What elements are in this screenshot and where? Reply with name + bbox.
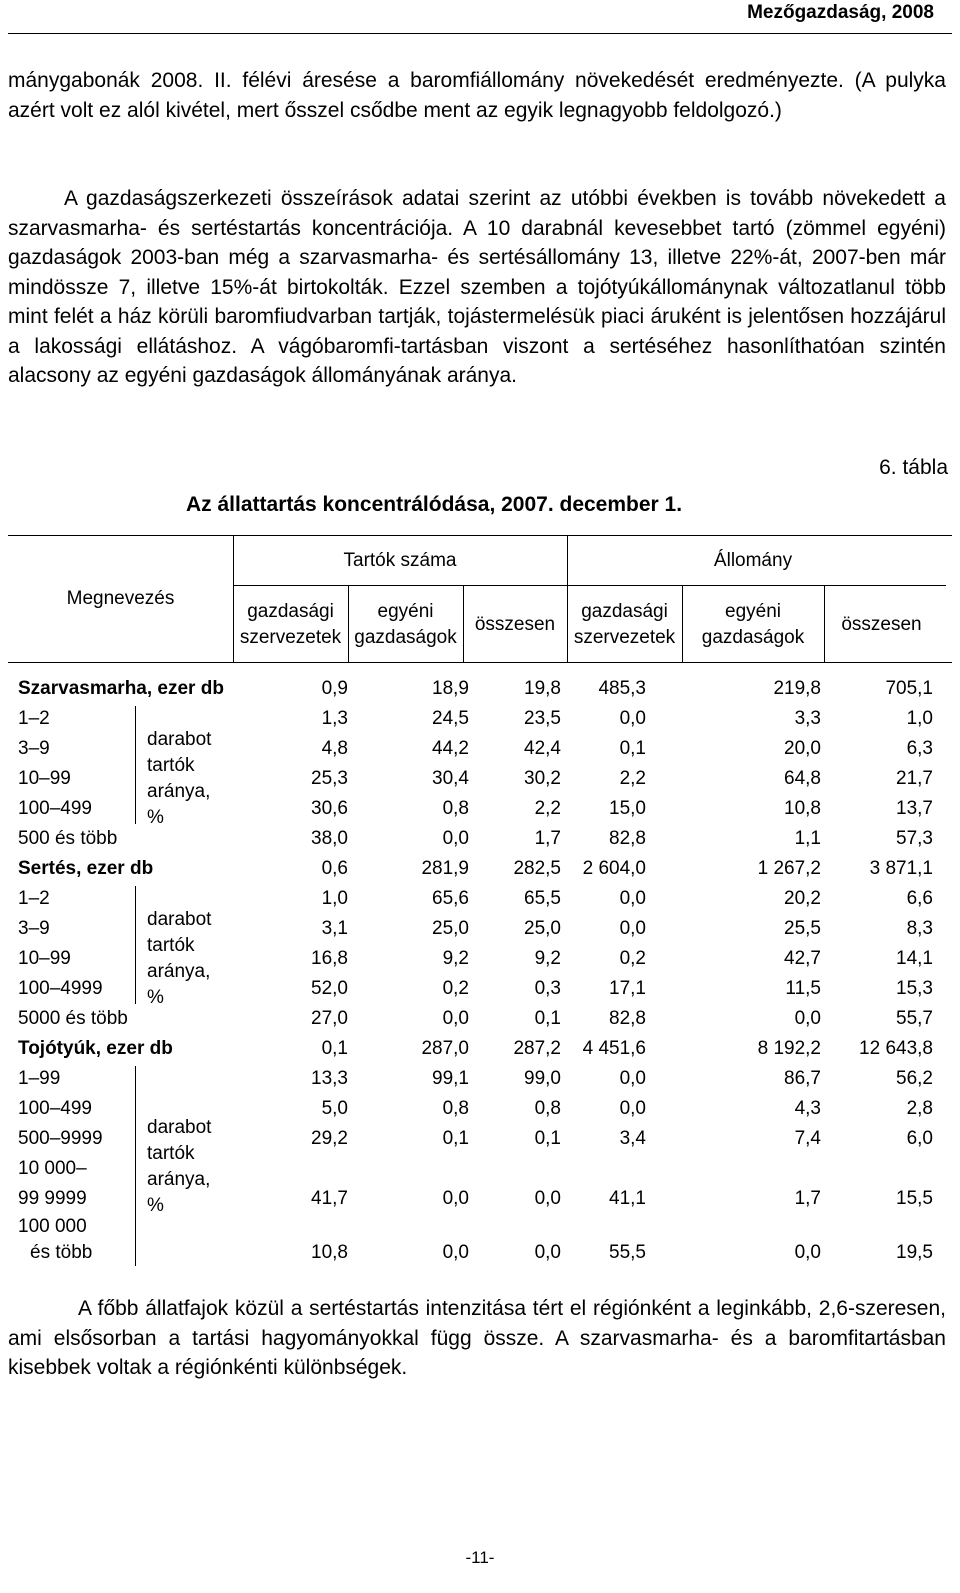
cell: 282,5 [513, 858, 561, 879]
table-row [8, 1068, 946, 1096]
cell: 0,3 [534, 978, 561, 999]
cell: 41,7 [311, 1188, 348, 1209]
cell: 42,4 [524, 738, 561, 759]
cell: 13,3 [311, 1068, 348, 1089]
unit-bracket [135, 1066, 136, 1266]
cell: 0,1 [321, 1038, 348, 1059]
header-line: gazdasági [247, 601, 334, 622]
cell: 4,8 [321, 738, 348, 759]
cell: 0,0 [619, 1098, 646, 1119]
row-label: 1–2 [18, 708, 50, 729]
cell: 0,0 [442, 1008, 469, 1029]
cell: 55,5 [609, 1242, 646, 1263]
cell: 65,6 [432, 888, 469, 909]
cell: 30,2 [524, 768, 561, 789]
cell: 86,7 [784, 1068, 821, 1089]
cell: 281,9 [421, 858, 469, 879]
table-group-rule [233, 585, 946, 586]
cell: 30,6 [311, 798, 348, 819]
intro-paragraph-2 [8, 184, 946, 391]
cell: 0,8 [534, 1098, 561, 1119]
cell: 2 604,0 [582, 858, 646, 879]
cell: 0,1 [534, 1128, 561, 1149]
cell: 2,2 [534, 798, 561, 819]
cell: 12 643,8 [859, 1038, 933, 1059]
cell: 1,7 [534, 828, 561, 849]
cell: 0,0 [619, 708, 646, 729]
unit-bracket [135, 886, 136, 1004]
unit-line: % [147, 807, 164, 828]
header-line: gazdaságok [701, 627, 805, 648]
header-osszesen-2: összesen [841, 614, 922, 635]
cell: 56,2 [896, 1068, 933, 1089]
cell: 1,0 [321, 888, 348, 909]
outro-paragraph-text: A főbb állatfajok közül a sertéstartás intenzitása tért el régiónként a leginkább, 2,6-szeresen, ami elsősorban a tartási hagyományokkal függ össze. A szarvasmarha- és a baromfitartásban kisebbek voltak a régiónkénti különbségek. [8, 1297, 946, 1379]
header-line: gazdaságok [354, 627, 457, 648]
cell: 2,8 [906, 1098, 933, 1119]
cell: 0,0 [794, 1242, 821, 1263]
cell: 6,3 [906, 738, 933, 759]
row-label: 100–499 [18, 1098, 92, 1119]
row-label: Szarvasmarha, ezer db [18, 678, 224, 699]
cell: 24,5 [432, 708, 469, 729]
cell: 99,1 [432, 1068, 469, 1089]
row-label: 10 000– [18, 1158, 87, 1179]
header-line: gazdasági [581, 601, 668, 622]
outro-paragraph [8, 1294, 946, 1383]
table-number: 6. tábla [879, 456, 948, 479]
cell: 0,8 [442, 1098, 469, 1119]
row-label: Tojótyúk, ezer db [18, 1038, 173, 1059]
cell: 15,0 [609, 798, 646, 819]
cell: 0,0 [442, 1242, 469, 1263]
intro-paragraph-1: mánygabonák 2008. II. félévi áresése a baromfiállomány növekedését eredményezte. (A pulyka azért volt ez alól kivétel, mert ősszel csődbe ment az egyik legnagyobb feldolgozó.) [8, 69, 946, 122]
cell: 10,8 [311, 1242, 348, 1263]
row-label: 100 000 [18, 1216, 87, 1237]
header-rule [8, 33, 952, 34]
header-allomany: Állomány [713, 550, 793, 571]
unit-line: tartók [147, 755, 195, 776]
unit-line: tartók [147, 1143, 195, 1164]
cell: 1 267,2 [757, 858, 821, 879]
cell: 21,7 [896, 768, 933, 789]
header-line: egyéni [377, 601, 434, 622]
cell: 99,0 [524, 1068, 561, 1089]
unit-line: aránya, [147, 961, 211, 982]
unit-line: aránya, [147, 781, 211, 802]
cell: 5,0 [321, 1098, 348, 1119]
running-title: Mezőgazdaság, 2008 [747, 2, 934, 23]
page-number: -11- [465, 1548, 495, 1567]
cell: 55,7 [896, 1008, 933, 1029]
table-section-title [8, 1038, 946, 1066]
table-section-title [8, 678, 946, 706]
cell: 0,0 [794, 1008, 821, 1029]
cell: 25,0 [432, 918, 469, 939]
row-label: 3–9 [18, 918, 50, 939]
cell: 287,2 [513, 1038, 561, 1059]
unit-line: tartók [147, 935, 195, 956]
cell: 19,8 [524, 678, 561, 699]
cell: 0,1 [534, 1008, 561, 1029]
cell: 0,0 [442, 1188, 469, 1209]
cell: 25,5 [784, 918, 821, 939]
row-label: 5000 és több [18, 1008, 128, 1029]
cell: 44,2 [432, 738, 469, 759]
cell: 65,5 [524, 888, 561, 909]
header-line: egyéni [725, 601, 781, 622]
cell: 19,5 [896, 1242, 933, 1263]
cell: 14,1 [896, 948, 933, 969]
row-label: 1–99 [18, 1068, 61, 1089]
cell: 82,8 [609, 828, 646, 849]
cell: 29,2 [311, 1128, 348, 1149]
cell: 705,1 [885, 678, 933, 699]
unit-label [147, 1115, 211, 1219]
cell: 0,6 [321, 858, 348, 879]
cell: 16,8 [311, 948, 348, 969]
cell: 3,4 [619, 1128, 646, 1149]
cell: 0,8 [442, 798, 469, 819]
cell: 27,0 [311, 1008, 348, 1029]
cell: 25,0 [524, 918, 561, 939]
unit-line: % [147, 1195, 164, 1216]
header-egyeni-gazdasagok-2 [682, 599, 824, 651]
cell: 485,3 [598, 678, 646, 699]
cell: 1,1 [794, 828, 821, 849]
cell: 15,5 [896, 1188, 933, 1209]
unit-line: darabot [147, 729, 212, 750]
header-osszesen-1: összesen [474, 614, 556, 635]
cell: 3,1 [321, 918, 348, 939]
row-label: 1–2 [18, 888, 50, 909]
cell: 11,5 [785, 978, 821, 999]
row-label: 500–9999 [18, 1128, 103, 1149]
row-label: 10–99 [18, 948, 71, 969]
row-label: 100–499 [18, 798, 92, 819]
cell: 3 871,1 [869, 858, 933, 879]
unit-line: darabot [147, 909, 212, 930]
cell: 9,2 [534, 948, 561, 969]
cell: 0,2 [619, 948, 646, 969]
cell: 15,3 [896, 978, 933, 999]
header-egyeni-gazdasagok-1 [348, 599, 463, 651]
unit-line: aránya, [147, 1169, 211, 1190]
cell: 25,3 [311, 768, 348, 789]
row-label: 10–99 [18, 768, 71, 789]
table-title: Az állattartás koncentrálódása, 2007. december 1. [186, 493, 683, 516]
table-top-rule [8, 535, 952, 536]
cell: 42,7 [784, 948, 821, 969]
unit-bracket [135, 706, 136, 824]
cell: 0,0 [619, 1068, 646, 1089]
cell: 0,0 [534, 1242, 561, 1263]
cell: 9,2 [442, 948, 469, 969]
cell: 2,2 [619, 768, 646, 789]
cell: 0,0 [619, 888, 646, 909]
cell: 30,4 [432, 768, 469, 789]
header-line: szervezetek [573, 627, 676, 648]
row-label-cont: és több [30, 1242, 93, 1263]
cell: 18,9 [432, 678, 469, 699]
cell: 1,3 [321, 708, 348, 729]
cell: 20,2 [784, 888, 821, 909]
header-line: szervezetek [239, 627, 342, 648]
unit-label [147, 727, 211, 831]
table-row [8, 828, 946, 856]
cell: 0,0 [534, 1188, 561, 1209]
cell: 41,1 [609, 1188, 646, 1209]
row-label: 3–9 [18, 738, 50, 759]
cell: 0,2 [442, 978, 469, 999]
unit-label [147, 907, 211, 1011]
unit-line: darabot [147, 1117, 212, 1138]
cell: 20,0 [784, 738, 821, 759]
cell: 8,3 [906, 918, 933, 939]
unit-line: % [147, 987, 164, 1008]
cell: 6,0 [906, 1128, 933, 1149]
cell: 23,5 [524, 708, 561, 729]
cell: 6,6 [906, 888, 933, 909]
cell: 4,3 [794, 1098, 821, 1119]
cell: 64,8 [784, 768, 821, 789]
cell: 7,4 [794, 1128, 821, 1149]
table-row [8, 1216, 946, 1272]
cell: 1,0 [906, 708, 933, 729]
cell: 13,7 [896, 798, 933, 819]
table-header-rule [8, 662, 952, 663]
cell: 0,1 [442, 1128, 469, 1149]
cell: 4 451,6 [582, 1038, 646, 1059]
row-label-cont: 99 9999 [18, 1188, 87, 1209]
row-label: 500 és több [18, 828, 118, 849]
table-row [8, 1008, 946, 1036]
cell: 52,0 [311, 978, 348, 999]
cell: 0,9 [321, 678, 348, 699]
cell: 57,3 [896, 828, 933, 849]
header-gazdasagi-szervezetek-2 [567, 599, 682, 651]
cell: 8 192,2 [757, 1038, 821, 1059]
header-tartok-szama: Tartók száma [343, 550, 457, 571]
cell: 287,0 [421, 1038, 469, 1059]
cell: 219,8 [773, 678, 821, 699]
cell: 17,1 [609, 978, 646, 999]
row-label: 100–4999 [18, 978, 103, 999]
cell: 0,0 [442, 828, 469, 849]
cell: 0,0 [619, 918, 646, 939]
cell: 1,7 [794, 1188, 821, 1209]
cell: 0,1 [619, 738, 646, 759]
intro-paragraph-2-text: A gazdaságszerkezeti összeírások adatai szerint az utóbbi években is tovább növekedett a szarvasmarha- és sertéstartás koncentrációja. A 10 darabnál kevesebbet tartó (zömmel egyéni) gazdaságok 2003-ban még a szarvasmarha- és sertésállomány 13, illetve 22%-át, 2007-ben már mindössze 7, illetve 15%-át birtokolták. Ezzel szemben a tojótyúkállománynak változatlanul több mint felét a ház körüli baromfiudvarban tartják, tojástermelésük piaci áruként is jelentősen hozzájárul a lakossági ellátáshoz. A vágóbaromfi-tartásban viszont a sertéséhez hasonlíthatóan szintén alacsony az egyéni gazdaságok állományának aránya. [8, 187, 946, 387]
cell: 38,0 [311, 828, 348, 849]
header-gazdasagi-szervezetek-1 [233, 599, 348, 651]
table-section-title [8, 858, 946, 886]
cell: 82,8 [609, 1008, 646, 1029]
cell: 10,8 [784, 798, 821, 819]
header-megnevezes: Megnevezés [66, 588, 175, 609]
row-label: Sertés, ezer db [18, 858, 154, 879]
cell: 3,3 [794, 708, 821, 729]
